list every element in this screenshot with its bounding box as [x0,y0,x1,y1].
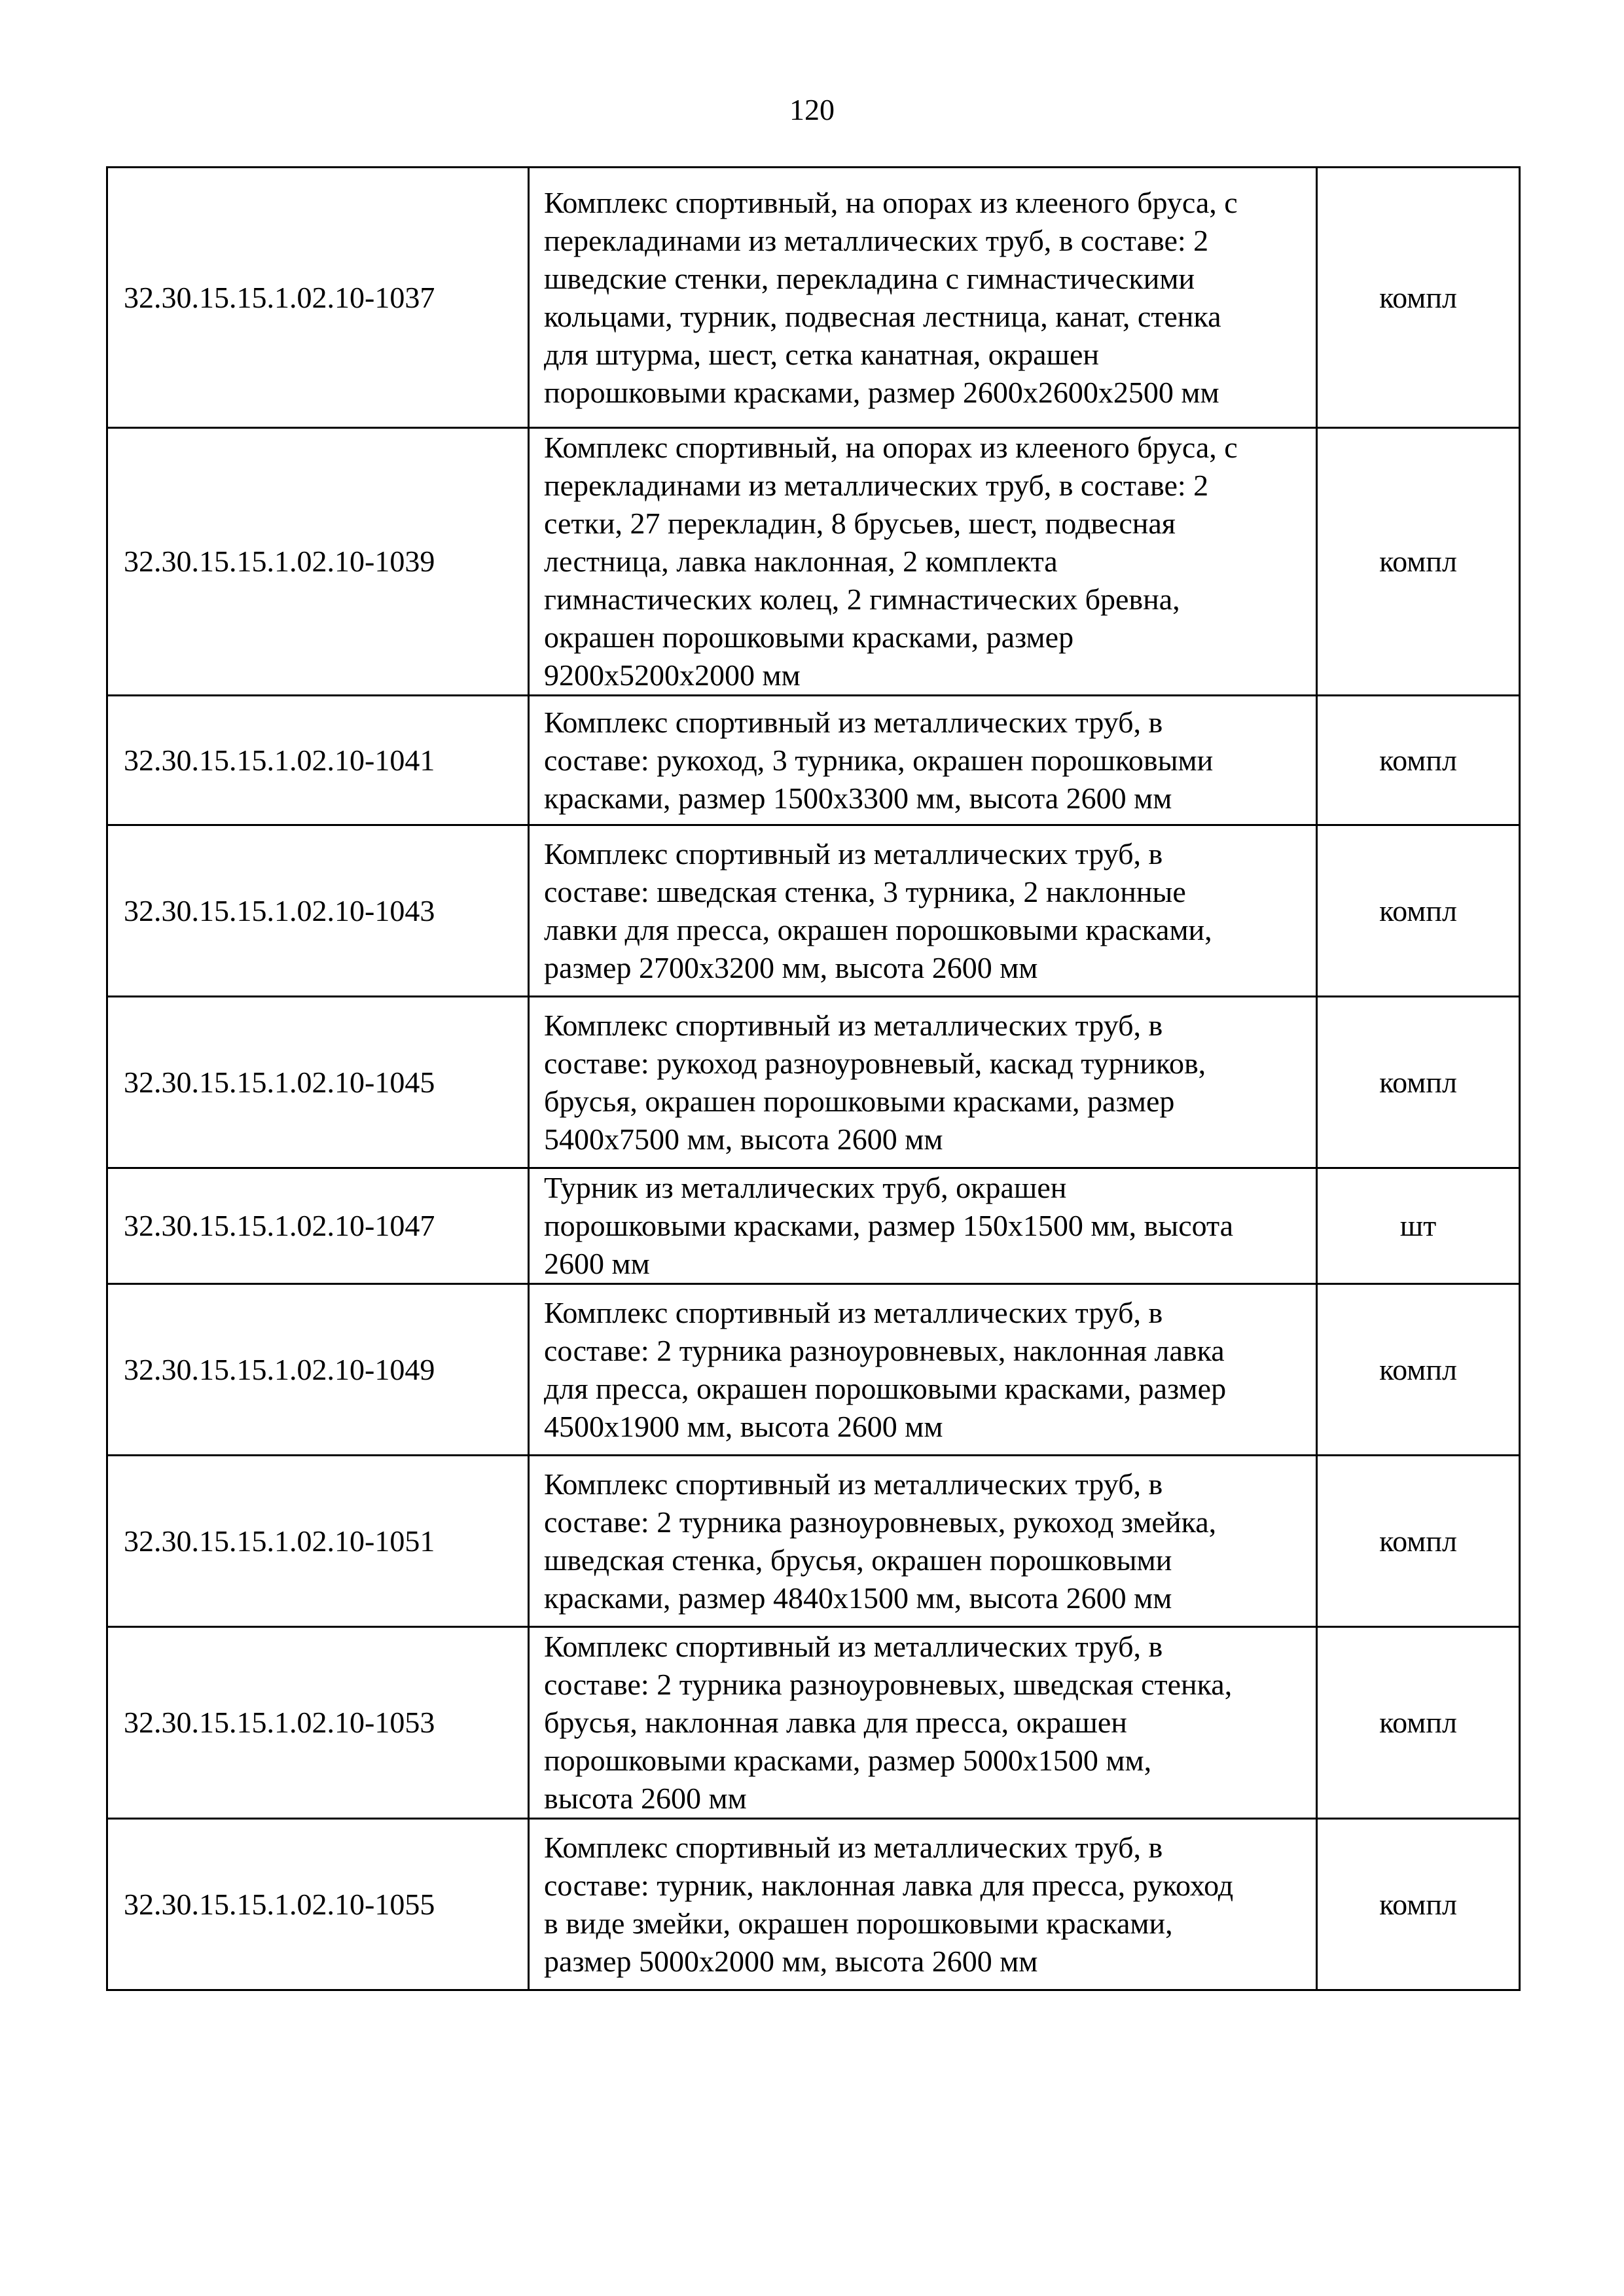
description-line: составе: рукоход, 3 турника, окрашен порошковыми [544,743,1214,777]
description-line: Комплекс спортивный из металлических труб, в [544,1008,1163,1042]
resource-code: 32.30.15.15.1.02.10-1051 [107,1456,529,1627]
table-row [107,1627,1520,1819]
table-row [107,1284,1520,1456]
resource-code: 32.30.15.15.1.02.10-1049 [107,1284,529,1456]
table-row [107,997,1520,1168]
resource-description [529,1456,1317,1627]
description-line: составе: 2 турника разноуровневых, рукоход змейка, [544,1505,1217,1539]
description-line: красками, размер 1500х3300 мм, высота 2600 мм [544,781,1172,815]
resource-description [529,825,1317,997]
table-row [107,1456,1520,1627]
description-line: Комплекс спортивный из металлических труб, в [544,1830,1163,1864]
resource-description [529,168,1317,428]
description-line: шведские стенки, перекладина с гимнастическими [544,261,1195,295]
resource-description [529,997,1317,1168]
description-line: Комплекс спортивный из металлических труб, в [544,705,1163,739]
description-line: окрашен порошковыми красками, размер [544,620,1074,654]
description-line: для штурма, шест, сетка канатная, окрашен [544,337,1099,371]
unit-of-measure: компл [1317,696,1520,825]
description-line: 5400х7500 мм, высота 2600 мм [544,1122,943,1156]
table-row [107,428,1520,696]
description-line: составе: рукоход разноуровневый, каскад турников, [544,1046,1206,1080]
description-line: гимнастических колец, 2 гимнастических бревна, [544,583,1180,616]
description-line: составе: 2 турника разноуровневых, шведская стенка, [544,1668,1233,1701]
description-line: лестница, лавка наклонная, 2 комплекта [544,545,1058,578]
description-line: порошковыми красками, размер 5000х1500 мм, [544,1744,1152,1777]
description-line: кольцами, турник, подвесная лестница, канат, стенка [544,299,1221,333]
description-line: для пресса, окрашен порошковыми красками, размер [544,1371,1227,1405]
table-row [107,1168,1520,1284]
unit-of-measure: компл [1317,168,1520,428]
description-line: размер 2700х3200 мм, высота 2600 мм [544,950,1038,984]
page-number: 120 [789,93,835,126]
description-line: Комплекс спортивный, на опорах из клееного бруса, с [544,431,1238,464]
description-line: сетки, 27 перекладин, 8 брусьев, шест, подвесная [544,507,1176,540]
resource-description [529,696,1317,825]
resource-table [106,166,1521,1991]
resource-code: 32.30.15.15.1.02.10-1053 [107,1627,529,1819]
resource-code: 32.30.15.15.1.02.10-1043 [107,825,529,997]
resource-description [529,1819,1317,1990]
description-line: 2600 мм [544,1247,650,1280]
table-row [107,1819,1520,1990]
description-line: брусья, окрашен порошковыми красками, размер [544,1084,1175,1118]
resource-code: 32.30.15.15.1.02.10-1045 [107,997,529,1168]
description-line: Комплекс спортивный из металлических труб, в [544,1467,1163,1501]
description-line: 4500х1900 мм, высота 2600 мм [544,1409,943,1443]
resource-description [529,1168,1317,1284]
description-line: Турник из металлических труб, окрашен [544,1171,1067,1204]
description-line: размер 5000х2000 мм, высота 2600 мм [544,1944,1038,1978]
resource-code: 32.30.15.15.1.02.10-1047 [107,1168,529,1284]
unit-of-measure: компл [1317,1819,1520,1990]
resource-description [529,1627,1317,1819]
description-line: перекладинами из металлических труб, в составе: 2 [544,469,1209,502]
unit-of-measure: компл [1317,825,1520,997]
unit-of-measure: компл [1317,1284,1520,1456]
description-line: порошковыми красками, размер 150х1500 мм, высота [544,1209,1234,1242]
description-line: Комплекс спортивный, на опорах из клееного бруса, с [544,185,1238,219]
table-row [107,168,1520,428]
unit-of-measure: шт [1317,1168,1520,1284]
description-line: составе: 2 турника разноуровневых, наклонная лавка [544,1333,1225,1367]
description-line: перекладинами из металлических труб, в составе: 2 [544,223,1209,257]
description-line: красками, размер 4840х1500 мм, высота 2600 мм [544,1581,1172,1615]
table-row [107,696,1520,825]
description-line: брусья, наклонная лавка для пресса, окрашен [544,1706,1127,1739]
description-line: Комплекс спортивный из металлических труб, в [544,836,1163,870]
table-row [107,825,1520,997]
description-line: высота 2600 мм [544,1782,747,1815]
description-line: шведская стенка, брусья, окрашен порошковыми [544,1543,1172,1577]
unit-of-measure: компл [1317,428,1520,696]
description-line: порошковыми красками, размер 2600х2600х2500 мм [544,375,1219,409]
resource-code: 32.30.15.15.1.02.10-1041 [107,696,529,825]
unit-of-measure: компл [1317,1456,1520,1627]
unit-of-measure: компл [1317,1627,1520,1819]
resource-description [529,428,1317,696]
description-line: лавки для пресса, окрашен порошковыми красками, [544,912,1212,946]
resource-code: 32.30.15.15.1.02.10-1037 [107,168,529,428]
description-line: Комплекс спортивный из металлических труб, в [544,1630,1163,1663]
description-line: в виде змейки, окрашен порошковыми красками, [544,1906,1173,1940]
description-line: Комплекс спортивный из металлических труб, в [544,1295,1163,1329]
description-line: 9200х5200х2000 мм [544,658,801,692]
description-line: составе: шведская стенка, 3 турника, 2 наклонные [544,874,1186,908]
resource-code: 32.30.15.15.1.02.10-1039 [107,428,529,696]
resource-code: 32.30.15.15.1.02.10-1055 [107,1819,529,1990]
description-line: составе: турник, наклонная лавка для пресса, рукоход [544,1868,1234,1902]
resource-description [529,1284,1317,1456]
unit-of-measure: компл [1317,997,1520,1168]
